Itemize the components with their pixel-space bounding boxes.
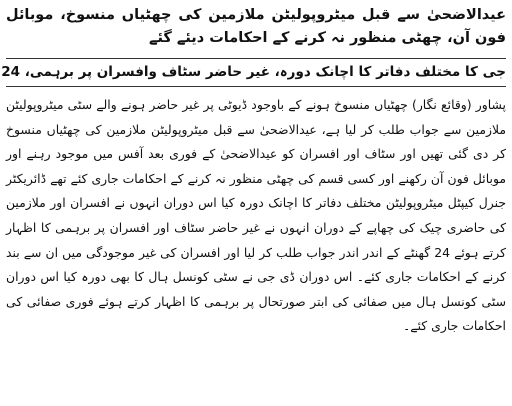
headline: عیدالاضحیٰ سے قبل میٹروپولیٹن ملازمین کی چھٹیاں منسوخ، موبائل فون آن، چھٹی منظور نہ کرنے کے احکامات دیئے گئے: [6, 7, 506, 46]
article-body: پشاور (وقائع نگار) چھٹیاں منسوخ ہونے کے باوجود ڈیوٹی پر غیر حاضر ہونے والے سٹی میٹروپولیٹن ملازمین سے جواب طلب کر لیا ہے، عیدالاضحیٰ سے قبل میٹروپولیٹن ملازمین کی چھٹیاں منسوخ کر دی گئی تھیں اور سٹاف اور افسران کو عیدالاضحیٰ کے فوری بعد آفس میں موجود رہنے اور موبائل فون آن رکھنے اور کسی قسم کی چھٹی منظور نہ کرنے کے احکامات جاری کئے تھے ڈائریکٹر جنرل کیپٹل میٹروپولیٹن مختلف دفاتر کا اچانک دورہ کیا اس دوران انہوں نے افسران اور ملازمین کی حاضری چیک کی چھاپے کے دوران انہوں نے غیر حاضر سٹاف اور افسران پر برہمی کا اظہار کرتے ہوئے 24 گھنٹے کے اندر اندر جواب طلب کر لیا اور افسران کی غیر موجودگی میں ان سے بند کرنے کے احکامات جاری کئے۔ اس دوران ڈی جی نے سٹی کونسل ہال کا بھی دورہ کیا اس دوران سٹی کونسل ہال میں صفائی کی ابتر صورتحال پر برہمی کا اظہار کرتے ہوئے فوری صفائی کی احکامات جاری کئے۔: [6, 97, 506, 334]
subheadline: جی کا مختلف دفاتر کا اچانک دورہ، غیر حاضر سٹاف وافسران پر برہمی، 24: [6, 58, 506, 87]
